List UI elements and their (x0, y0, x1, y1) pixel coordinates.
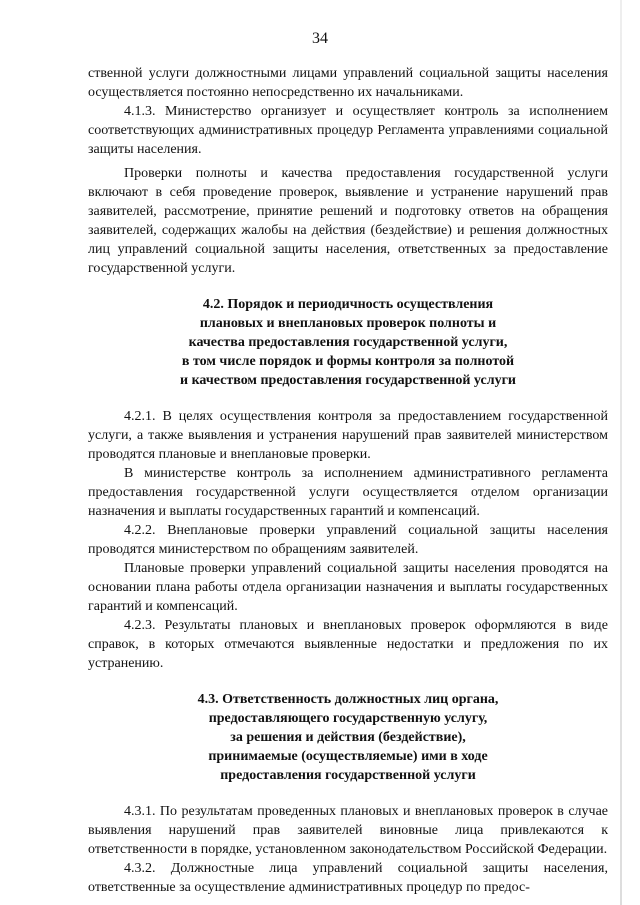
heading-line: и качеством предоставления государственной услуги (180, 373, 516, 388)
paragraph: 4.2.3. Результаты плановых и внеплановых проверок оформляются в виде справок, в которых отмечаются выявленные недостатки и предложения по их устранению. (88, 618, 608, 671)
scan-edge (620, 0, 622, 905)
paragraph: ственной услуги должностными лицами управлений социальной защиты населения осуществляется постоянно непосредственно их начальниками. (88, 66, 608, 100)
paragraph: 4.2.1. В целях осуществления контроля за предоставлением государственной услуги, а также выявления и устранения нарушений прав заявителей министерством проводятся плановые и внеплановые проверки. (88, 409, 608, 462)
section-heading-4-3 (88, 690, 608, 785)
spacer (88, 390, 608, 407)
spacer (88, 785, 608, 802)
heading-line: плановых и внеплановых проверок полноты и (199, 316, 497, 331)
heading-line: предоставления государственной услуги (220, 768, 476, 783)
paragraph: 4.1.3. Министерство организует и осуществляет контроль за исполнением соответствующих административных процедур Регламента управлениями социальной защиты населения. (88, 104, 608, 157)
heading-line: 4.2. Порядок и периодичность осуществления (202, 297, 494, 312)
heading-line: предоставляющего государственную услугу, (208, 711, 488, 726)
heading-line: 4.3. Ответственность должностных лиц органа, (197, 692, 499, 707)
document-body (88, 64, 608, 897)
spacer (88, 673, 608, 690)
heading-line: принимаемые (осуществляемые) ими в ходе (208, 749, 488, 764)
section-heading-4-2 (88, 295, 608, 390)
heading-line: за решения и действия (бездействие), (230, 730, 466, 745)
heading-line: в том числе порядок и формы контроля за полнотой (181, 354, 515, 369)
spacer (88, 278, 608, 295)
paragraph: В министерстве контроль за исполнением административного регламента предоставления государственной услуги осуществляется отделом организации назначения и выплаты государственных гарантий и компенсаций. (88, 466, 608, 519)
heading-line: качества предоставления государственной услуги, (188, 335, 508, 350)
page-number: 34 (312, 30, 328, 47)
paragraph: 4.3.2. Должностные лица управлений социальной защиты населения, ответственные за осуществление административных процедур по предос- (88, 861, 608, 895)
paragraph: Плановые проверки управлений социальной защиты населения проводятся на основании плана работы отдела организации назначения и выплаты государственных гарантий и компенсаций. (88, 561, 608, 614)
paragraph: Проверки полноты и качества предоставления государственной услуги включают в себя проведение проверок, выявление и устранение нарушений прав заявителей, рассмотрение, принятие решений и подготовку ответов на обращения заявителей, содержащих жалобы на действия (бездействие) и решения должностных лиц управлений социальной защиты населения, ответственных за предоставление государственной услуги. (88, 166, 608, 276)
paragraph: 4.2.2. Внеплановые проверки управлений социальной защиты населения проводятся министерством по обращениям заявителей. (88, 523, 608, 557)
paragraph: 4.3.1. По результатам проведенных плановых и внеплановых проверок в случае выявления нарушений прав заявителей виновные лица привлекаются к ответственности в порядке, установленном законодательством Российской Федерации. (88, 804, 608, 857)
